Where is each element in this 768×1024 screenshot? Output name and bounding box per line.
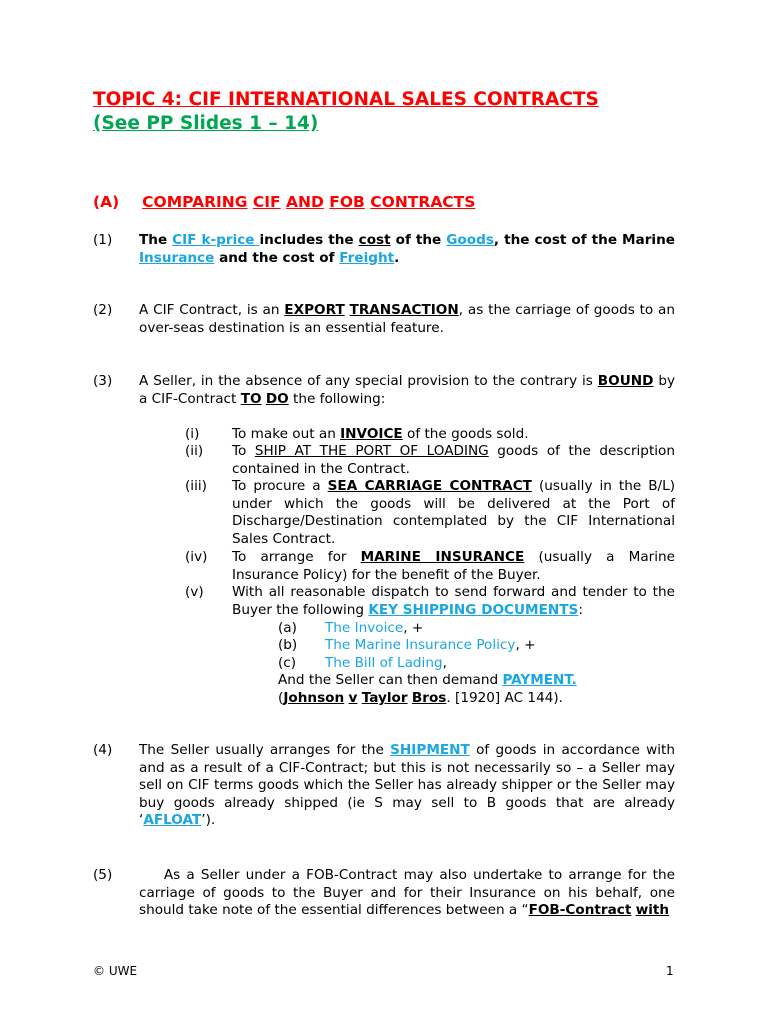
item-text: To	[232, 443, 255, 459]
item-i	[232, 426, 675, 444]
case-bros: Bros	[411, 690, 447, 706]
case-taylor: Taylor	[361, 690, 408, 706]
export-term: EXPORT	[284, 302, 345, 318]
doc-a-number: (a)	[278, 620, 297, 636]
paragraph-3	[139, 373, 675, 408]
p1-text: , the cost of the Marine	[493, 232, 675, 248]
doc-b	[325, 637, 536, 653]
item-text: With all reasonable dispatch to send forward and tender to the Buyer the following	[232, 584, 675, 618]
paragraph-5	[139, 867, 680, 920]
p3-text: A Seller, in the absence of any special provision to the contrary is	[139, 373, 598, 389]
paragraph-5-number: (5)	[93, 867, 113, 883]
item-text: To procure a	[232, 478, 328, 494]
key-shipping-documents-link[interactable]: KEY SHIPPING DOCUMENTS	[368, 601, 579, 618]
p1-text: .	[394, 249, 400, 266]
p4-text: ’).	[201, 812, 216, 828]
item-v-number: (v)	[185, 584, 204, 600]
section-a-label: (A)	[93, 193, 120, 211]
ship-at-port-term: SHIP AT THE PORT OF LOADING	[254, 443, 489, 459]
afloat-link[interactable]: AFLOAT	[143, 812, 202, 828]
section-a-heading	[93, 193, 475, 211]
item-text: goods of the description contained in the Contract.	[232, 443, 675, 477]
p1-text: of the	[390, 232, 447, 248]
doc-tail: ,	[442, 655, 447, 671]
doc-a	[325, 620, 423, 636]
item-v	[232, 584, 675, 619]
do-term: DO	[265, 390, 289, 407]
p1-text: The	[139, 232, 173, 248]
item-text: To make out an	[232, 426, 341, 442]
paragraph-3-number: (3)	[93, 373, 113, 389]
shipment-link[interactable]: SHIPMENT	[390, 742, 470, 758]
paragraph-4-number: (4)	[93, 742, 113, 758]
p5-text: As a Seller under a FOB-Contract may also undertake to arrange for the carriage of goods to the Buyer and for their Insurance on his behalf, one should take note of the essential differences between a “	[139, 867, 680, 918]
p3-text: by a CIF-Contract	[139, 373, 675, 407]
goods-link[interactable]: Goods	[446, 232, 494, 248]
p2-text: A CIF Contract, is an	[139, 302, 285, 318]
p3-text: the following:	[288, 390, 386, 407]
demand-text: And the Seller can then demand	[278, 672, 503, 688]
doc-tail: , +	[515, 637, 536, 653]
doc-c-number: (c)	[278, 655, 297, 671]
fob-contract-term: FOB-Contract	[528, 902, 632, 918]
section-word-cif: CIF	[252, 193, 281, 211]
doc-b-number: (b)	[278, 637, 298, 653]
page-number: 1	[666, 964, 674, 978]
doc-c	[325, 655, 447, 671]
doc-tail: , +	[403, 620, 424, 636]
cif-k-price-link[interactable]: CIF k-price	[172, 232, 260, 248]
document-title: TOPIC 4: CIF INTERNATIONAL SALES CONTRACTS	[93, 89, 599, 110]
case-citation	[278, 690, 563, 706]
item-i-number: (i)	[185, 426, 200, 442]
invoice-term: INVOICE	[340, 426, 403, 442]
marine-insurance-policy-link[interactable]: The Marine Insurance Policy	[325, 637, 516, 653]
item-text: of the goods sold.	[402, 426, 529, 442]
paragraph-1-number: (1)	[93, 232, 113, 248]
sea-carriage-contract-term: SEA CARRIAGE CONTRACT	[327, 478, 532, 494]
section-word-contracts: CONTRACTS	[370, 193, 476, 211]
section-word-comparing: COMPARING	[142, 193, 248, 211]
case-text: . [1920] AC 144).	[446, 690, 563, 706]
bound-term: BOUND	[597, 373, 654, 389]
section-word-and: AND	[286, 193, 324, 211]
item-ii-number: (ii)	[185, 443, 204, 459]
case-v: v	[348, 690, 358, 706]
footer-copyright: © UWE	[93, 964, 138, 978]
invoice-doc-link[interactable]: The Invoice	[325, 620, 404, 636]
item-iii	[232, 478, 675, 548]
p2-text: , as the carriage of goods to an over-seas destination is an essential feature.	[139, 302, 676, 336]
bill-of-lading-link[interactable]: The Bill of Lading	[325, 655, 443, 671]
paragraph-4	[139, 742, 675, 830]
transaction-term: TRANSACTION	[349, 302, 459, 318]
section-word-fob: FOB	[329, 193, 365, 211]
item-text: (usually in the B/L) under which the goods will be delivered at the Port of Discharge/Destination contemplated by the CIF International Sales Contract.	[232, 478, 675, 547]
freight-link[interactable]: Freight	[339, 249, 395, 266]
p4-text: The Seller usually arranges for the	[139, 742, 391, 758]
insurance-link[interactable]: Insurance	[139, 249, 215, 266]
paragraph-2	[139, 302, 675, 337]
to-term: TO	[240, 390, 262, 407]
paragraph-1	[139, 232, 675, 267]
p4-text: of goods in accordance with and as a result of a CIF-Contract; but this is not necessarily so – a Seller may sell on CIF terms goods which the Seller has already shipper or the Seller may buy goods already shipped (ie S may sell to B goods that are already ‘	[139, 742, 675, 828]
cost-term: cost	[358, 232, 391, 248]
item-ii	[232, 443, 675, 478]
case-text: (	[278, 690, 284, 706]
case-johnson: Johnson	[283, 690, 345, 706]
slides-reference: (See PP Slides 1 – 14)	[93, 113, 319, 134]
paragraph-2-number: (2)	[93, 302, 113, 318]
payment-link[interactable]: PAYMENT.	[502, 672, 577, 688]
item-text: To arrange for	[232, 549, 361, 565]
item-text: :	[578, 601, 583, 618]
item-iv-number: (iv)	[185, 549, 208, 565]
item-iv	[232, 549, 675, 584]
with-term: with	[635, 902, 670, 918]
p1-text: and the cost of	[214, 249, 340, 266]
item-text: (usually a Marine Insurance Policy) for the benefit of the Buyer.	[232, 549, 676, 583]
payment-demand-line	[278, 672, 577, 688]
p1-text: includes the	[259, 232, 359, 248]
item-iii-number: (iii)	[185, 478, 207, 494]
marine-insurance-term: MARINE INSURANCE	[360, 549, 525, 565]
